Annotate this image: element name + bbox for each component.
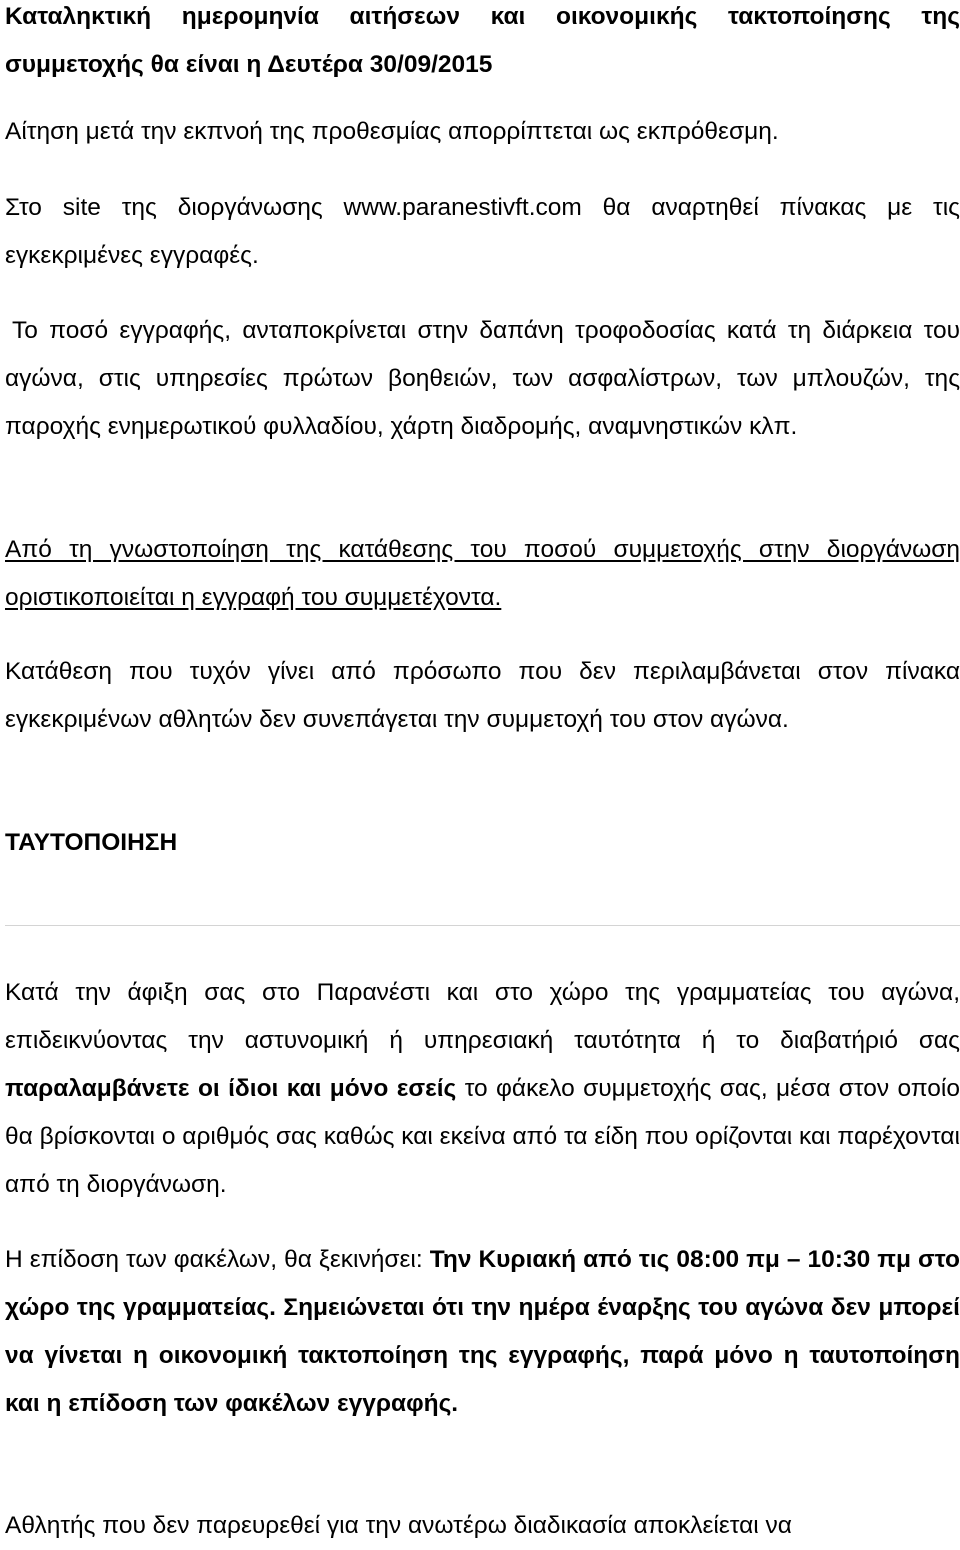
delivery-paragraph (5, 1236, 960, 1428)
late-application-notice: Αίτηση μετά την εκπνοή της προθεσμίας απορρίπτεται ως εκπρόθεσμη. (5, 118, 779, 145)
arrival-emphasis: παραλαμβάνετε οι ίδιοι και μόνο εσείς (5, 1075, 457, 1102)
delivery-schedule: Την Κυριακή από τις 08:00 πμ – 10:30 πμ στο χώρο της γραμματείας. Σημειώνεται ότι την ημέρα έναρξης του αγώνα δεν μπορεί να γίνεται η οικονομική τακτοποίηση της εγγραφής, παρά μόνο η ταυτοποίηση και η επίδοση των φακέλων εγγραφής. (5, 1246, 960, 1417)
deadline-paragraph: Καταληκτική ημερομηνία αιτήσεων και οικονομικής τακτοποίησης της συμμετοχής θα είναι η Δευτέρα 30/09/2015 (5, 3, 960, 78)
arrival-text-end: το φάκελο συμμετοχής σας, μέσα στον οποίο θα βρίσκονται ο αριθμός σας καθώς και εκείνα από τα είδη που ορίζονται και παρέχονται από τη διοργάνωση. (5, 1075, 960, 1198)
fee-paragraph: Το ποσό εγγραφής, ανταποκρίνεται στην δαπάνη τροφοδοσίας κατά τη διάρκεια του αγώνα, στις υπηρεσίες πρώτων βοηθειών, των ασφαλίστρων, των μπλουζών, της παροχής ενημερωτικού φυλλαδίου, χάρτη διαδρομής, αναμνηστικών κλπ. (5, 317, 960, 440)
confirmation-paragraph: Από τη γνωστοποίηση της κατάθεσης του ποσού συμμετοχής στην διοργάνωση οριστικοποιείται η εγγραφή του συμμετέχοντα. (5, 536, 960, 611)
identification-heading: ΤΑΥΤΟΠΟΙΗΣΗ (5, 829, 178, 856)
section-divider (5, 925, 960, 926)
site-notice-paragraph: Στο site της διοργάνωσης www.paranestivft.com θα αναρτηθεί πίνακας με τις εγκεκριμένες εγγραφές. (5, 194, 960, 269)
third-party-deposit-paragraph: Κατάθεση που τυχόν γίνει από πρόσωπο που δεν περιλαμβάνεται στον πίνακα εγκεκριμένων αθλητών δεν συνεπάγεται την συμμετοχή του στον αγώνα. (5, 658, 960, 733)
arrival-text-start: Κατά την άφιξη σας στο Παρανέστι και στο χώρο της γραμματείας του αγώνα, επιδεικνύοντας την αστυνομική ή υπηρεσιακή ταυτότητα ή το διαβατήριό σας (5, 979, 960, 1054)
arrival-paragraph (5, 969, 960, 1209)
absent-notice-paragraph: Αθλητής που δεν παρευρεθεί για την ανωτέρω διαδικασία αποκλείεται να (5, 1512, 792, 1539)
delivery-intro: Η επίδοση των φακέλων, θα ξεκινήσει: (5, 1246, 430, 1273)
